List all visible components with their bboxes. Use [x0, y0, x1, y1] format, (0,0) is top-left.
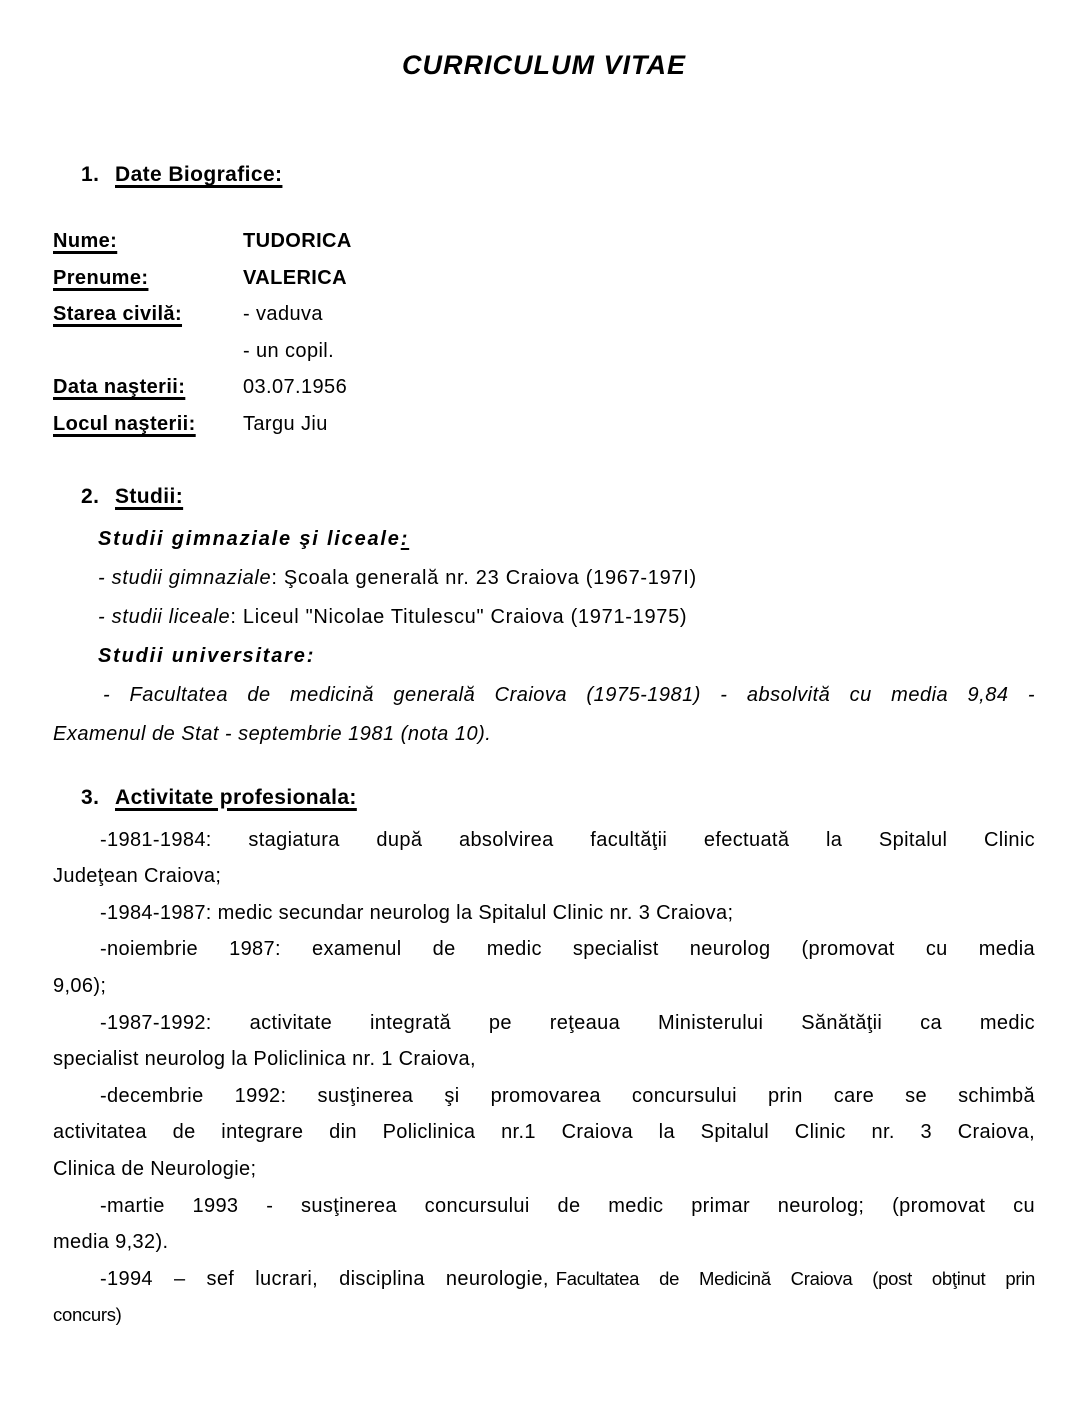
page-title: CURRICULUM VITAE — [402, 50, 686, 80]
activity-noiembrie-1987-line-1: -noiembrie 1987: examenul de medic specialist neurolog (promovat cu media — [100, 938, 1035, 961]
activity-1984-line-1: -1984-1987: medic secundar neurolog la Spitalul Clinic nr. 3 Craiova; — [100, 901, 734, 924]
bio-value-nume: TUDORICA — [243, 230, 352, 252]
bio-row-prenume — [53, 260, 1035, 297]
activity-martie-1993-line-2: media 9,32). — [53, 1231, 169, 1254]
bio-value-copil: - un copil. — [243, 339, 335, 362]
bio-row-nume — [53, 223, 1035, 260]
bio-value-locul-nasterii: Targu Jiu — [243, 412, 328, 435]
activity-1994-narrow-text: Facultatea de Medicină Craiova (post obţinut prin — [555, 1267, 1035, 1289]
study-liceale-label: - studii liceale — [98, 605, 231, 628]
activity-1981-line-1: -1981-1984: stagiatura după absolvirea facultăţii efectuată la Spitalul Clinic — [100, 828, 1035, 851]
section-number-activitate: 3. — [81, 785, 100, 809]
study-line-gimnaziale — [98, 559, 1035, 598]
bio-row-locul-nasterii — [53, 406, 1035, 443]
study-liceale-detail: : Liceul "Nicolae Titulescu" Craiova (1971-1975) — [230, 605, 688, 628]
subheading-gimnaziale-liceale-text: Studii gimnaziale şi liceale — [98, 527, 401, 550]
activities-block — [53, 822, 1035, 1334]
activity-1994-line-2: concurs) — [53, 1304, 122, 1326]
study-line-liceale — [98, 598, 1035, 637]
section-title-activitate: Activitate profesionala: — [115, 785, 357, 809]
bio-label-prenume: Prenume: — [53, 266, 149, 289]
bio-label-copil — [53, 333, 243, 370]
activity-1987-1992-line-2: specialist neurolog la Policlinica nr. 1 Craiova, — [53, 1048, 476, 1071]
bio-value-data-nasterii: 03.07.1956 — [243, 376, 348, 399]
activity-1994-line-1 — [53, 1261, 1035, 1298]
subheading-universitare: Studii universitare: — [98, 644, 316, 667]
section-number-studii: 2. — [81, 484, 100, 508]
activity-1987-1992-line-1: -1987-1992: activitate integrată pe reţeaua Ministerului Sănătăţii ca medic — [100, 1011, 1035, 1034]
section-heading-activitate — [53, 786, 1035, 810]
study-universitare-line-2: Examenul de Stat - septembrie 1981 (nota 10). — [53, 722, 492, 745]
bio-row-data-nasterii — [53, 369, 1035, 406]
activity-decembrie-1992-line-1: -decembrie 1992: susţinerea şi promovarea concursului prin care se schimbă — [100, 1084, 1035, 1107]
studii-block — [53, 520, 1035, 754]
bio-label-stare-civila: Starea civilă: — [53, 303, 183, 326]
section-heading-bio — [53, 163, 1035, 187]
bio-value-prenume: VALERICA — [243, 266, 347, 289]
bio-row-copil — [53, 333, 1035, 370]
study-universitare-line-1: - Facultatea de medicină generală Craiova (1975-1981) - absolvită cu media 9,84 - — [103, 683, 1035, 706]
activity-1981-line-2: Judeţean Craiova; — [53, 865, 222, 888]
activity-martie-1993-line-1: -martie 1993 - susţinerea concursului de medic primar neurolog; (promovat cu — [100, 1194, 1035, 1217]
section-number-bio: 1. — [81, 163, 100, 186]
study-gimnaziale-detail: : Şcoala generală nr. 23 Craiova (1967-197I) — [271, 566, 697, 589]
bio-row-stare-civila — [53, 296, 1035, 333]
bio-label-locul-nasterii: Locul naşterii: — [53, 412, 196, 435]
bio-table — [53, 223, 1035, 443]
section-heading-studii — [53, 485, 1035, 509]
section-title-studii: Studii: — [115, 484, 184, 508]
activity-decembrie-1992-line-3: Clinica de Neurologie; — [53, 1157, 257, 1180]
subheading-gimnaziale-liceale — [98, 520, 1035, 559]
activity-noiembrie-1987-line-2: 9,06); — [53, 974, 107, 997]
bio-value-stare-civila: - vaduva — [243, 303, 323, 326]
activity-decembrie-1992-line-2: activitatea de integrare din Policlinica nr.1 Craiova la Spitalul Clinic nr. 3 Craiova, — [53, 1121, 1035, 1144]
subheading-colon: : — [400, 527, 410, 550]
bio-label-nume: Nume: — [53, 230, 118, 252]
section-title-bio: Date Biografice: — [115, 163, 283, 186]
activity-1994-normal-text: -1994 – sef lucrari, disciplina neurologie, — [100, 1267, 549, 1290]
study-gimnaziale-label: - studii gimnaziale — [98, 566, 272, 589]
bio-label-data-nasterii: Data naşterii: — [53, 376, 186, 399]
